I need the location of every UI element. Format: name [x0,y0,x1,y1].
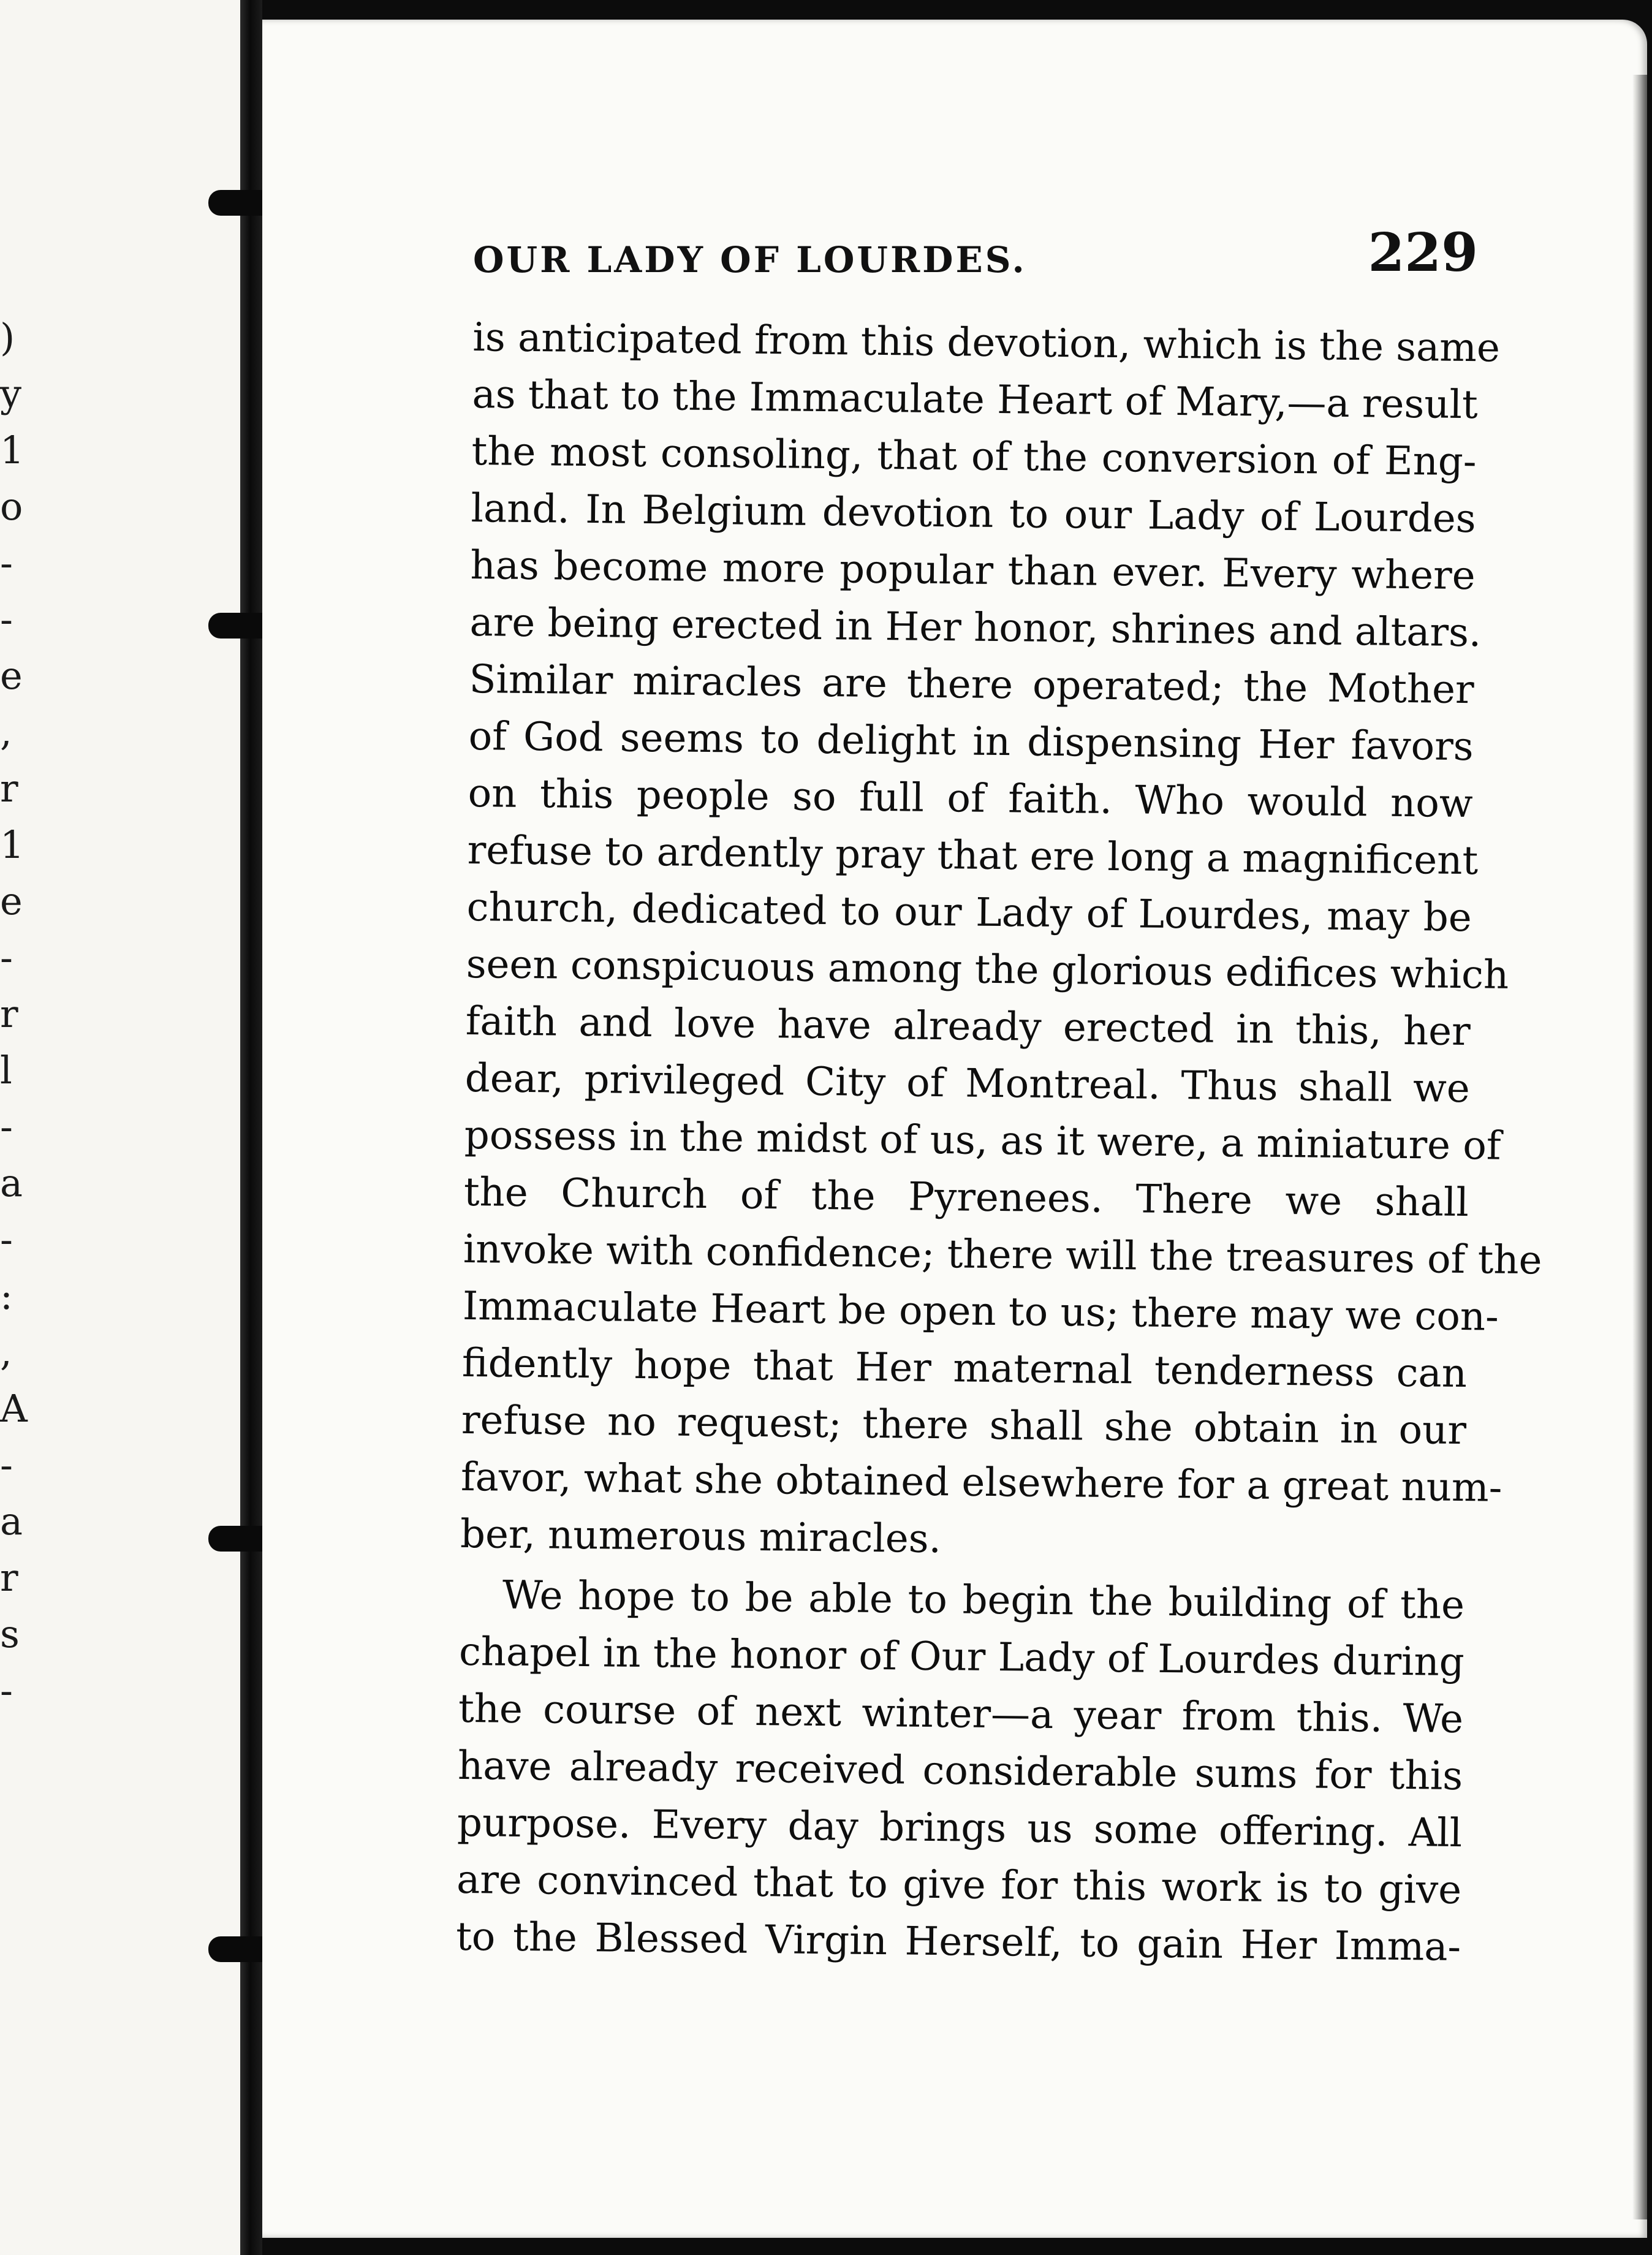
page-edge-shadow [1632,75,1647,2219]
text-line: seen conspicuous among the glorious edifices which [466,941,1509,998]
paragraph [456,1567,1465,1976]
text-line: has become more popular than ever. Every where [470,542,1476,599]
text-line: favor, what she obtained elsewhere for a great num- [460,1454,1502,1511]
text-line: are being erected in Her honor, shrines and altars. [469,599,1482,656]
margin-fragment: e [0,653,23,698]
margin-fragment: a [0,1161,23,1205]
margin-fragment: e [0,879,23,923]
margin-fragment: , [0,1330,12,1374]
text-line: possess in the midst of us, as it were, a miniature of [464,1112,1501,1169]
text-line: faith and love have already erected in this, her [465,998,1471,1055]
text-line: have already received considerable sums for this [457,1743,1463,1800]
text-line: the course of next winter—a year from this. We [458,1686,1464,1743]
margin-fragment: - [0,597,13,642]
margin-fragment: - [0,1668,13,1713]
text-line: Similar miracles are there operated; the Mother [469,656,1474,713]
page-number: 229 [1368,222,1478,284]
text-line: church, dedicated to our Lady of Lourdes, may be [466,884,1472,941]
margin-fragment: - [0,935,13,980]
margin-fragment: A [0,1386,28,1431]
margin-fragment: y [0,371,22,416]
page-header [473,222,1478,289]
text-line: purpose. Every day brings us some offering. All [457,1800,1463,1857]
book-spine [240,0,262,2255]
paragraph [460,309,1542,1574]
left-margin-fragments [0,315,28,1728]
text-line: ber, numerous miracles. [460,1511,942,1563]
text-line: invoke with confidence; there will the treasures of the [463,1226,1542,1284]
running-head: OUR LADY OF LOURDES. [473,239,1027,281]
text-line: Immaculate Heart be open to us; there may we con- [462,1283,1499,1340]
margin-fragment: : [0,1273,13,1318]
text-line: the most consoling, that of the conversion of Eng- [471,428,1477,485]
margin-fragment: r [0,991,18,1036]
margin-fragment: r [0,1555,18,1600]
text-line: are convinced that to give for this work is to give [456,1857,1462,1914]
margin-fragment: - [0,540,13,585]
text-line: We hope to be able to begin the building of the [502,1572,1465,1629]
margin-fragment: - [0,1442,13,1487]
margin-fragment: s [0,1612,20,1656]
text-line: refuse to ardently pray that ere long a magnificent [467,827,1479,884]
margin-fragment: , [0,710,12,754]
text-line: on this people so full of faith. Who would now [468,770,1474,827]
margin-fragment: 1 [0,428,25,472]
text-line: dear, privileged City of Montreal. Thus shall we [464,1055,1471,1112]
margin-fragment: - [0,1217,13,1262]
margin-fragment: ) [0,315,15,360]
text-line: chapel in the honor of Our Lady of Lourdes during [458,1629,1465,1686]
margin-fragment: 1 [0,822,25,867]
text-line: refuse no request; there shall she obtain in our [461,1397,1467,1454]
body-text [455,309,1542,1976]
text-line: fidently hope that Her maternal tenderness can [461,1340,1468,1397]
text-line: is anticipated from this devotion, which is the same [472,314,1501,371]
text-line: the Church of the Pyrenees. There we shall [463,1169,1469,1226]
margin-fragment: l [0,1048,12,1093]
previous-page-edge [0,0,240,2255]
margin-fragment: - [0,1104,13,1149]
text-line: of God seems to delight in dispensing Her favors [468,713,1474,770]
text-line: as that to the Immaculate Heart of Mary,—a result [472,371,1479,428]
text-line: land. In Belgium devotion to our Lady of Lourdes [471,485,1476,542]
margin-fragment: o [0,484,23,529]
margin-fragment: r [0,766,18,811]
margin-fragment: a [0,1499,23,1544]
text-line: to the Blessed Virgin Herself, to gain Her Imma- [455,1914,1461,1971]
